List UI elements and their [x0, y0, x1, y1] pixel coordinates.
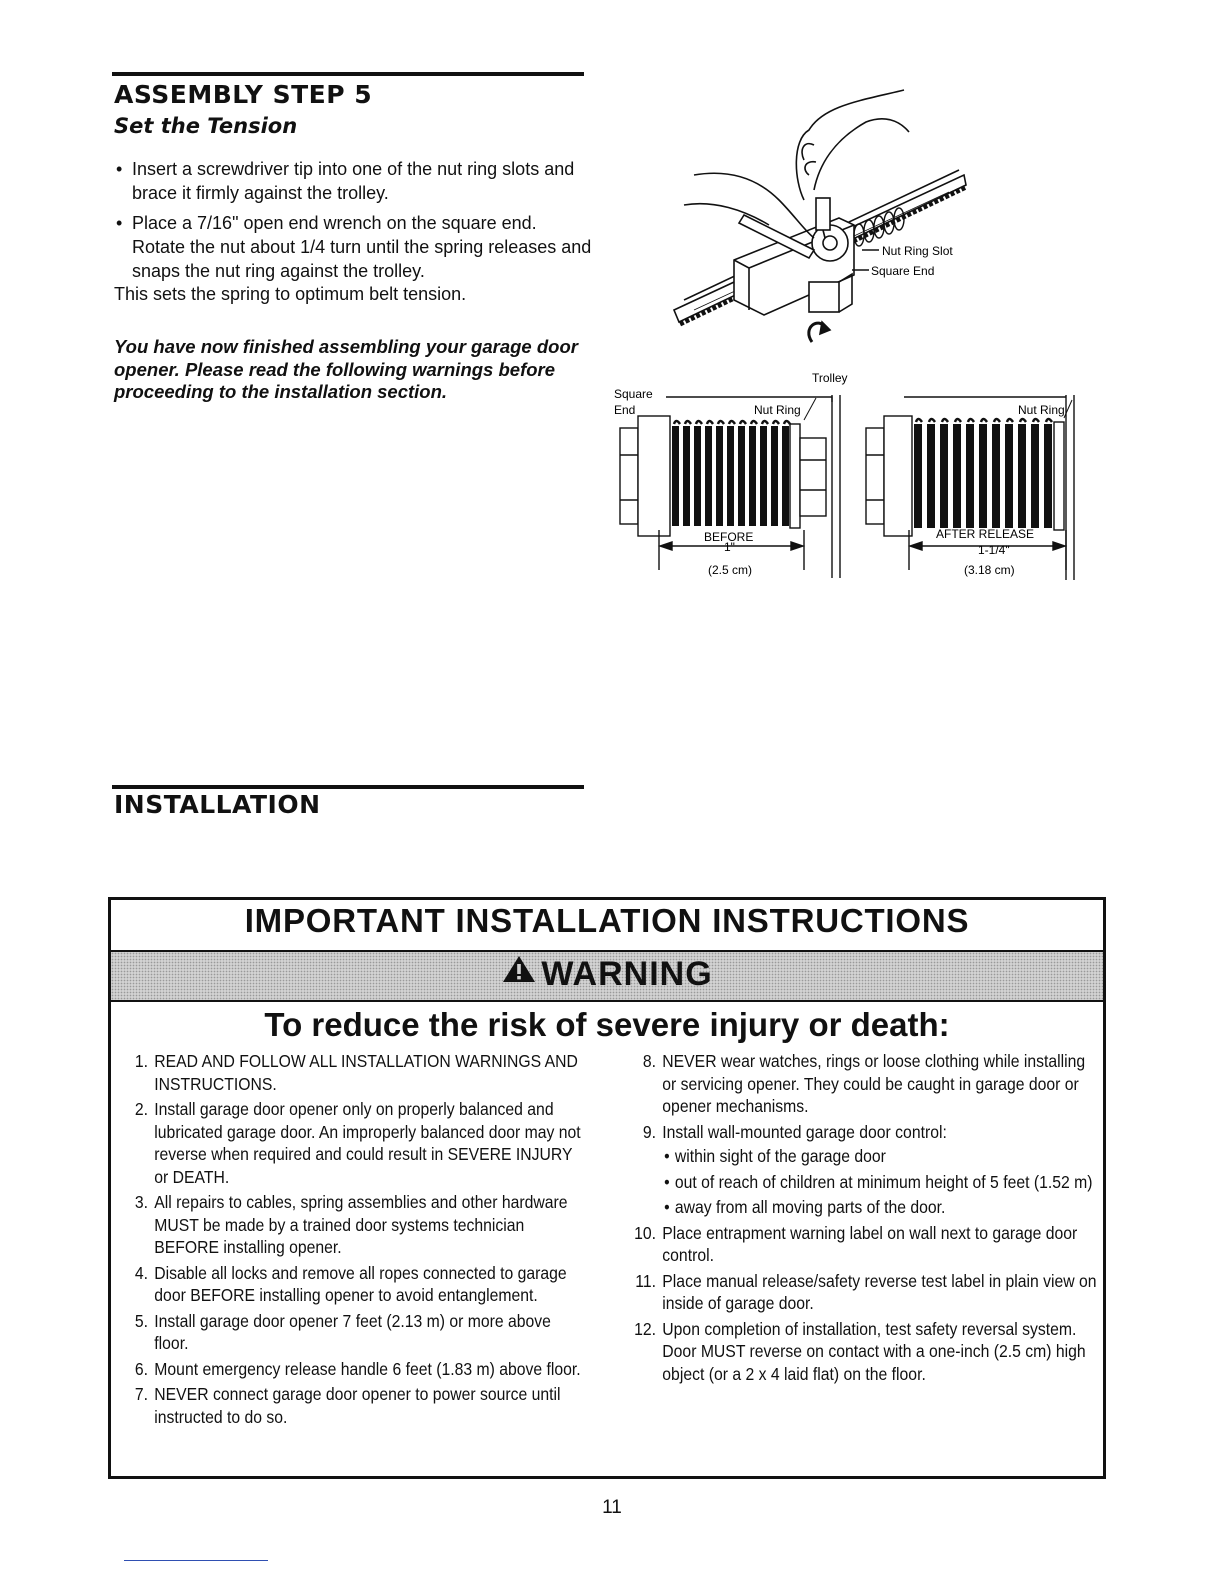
page-number: 11	[602, 1497, 622, 1518]
warning-list-right	[629, 1050, 1102, 1388]
tension-illustration	[604, 60, 1065, 590]
item-text: Place entrapment warning label on wall next to garage door control.	[662, 1222, 1078, 1265]
warning-item	[121, 1358, 589, 1381]
label-nut-ring-slot: Nut Ring Slot	[882, 244, 953, 258]
trolley-drawing	[674, 90, 966, 342]
installation-heading: INSTALLATION	[114, 790, 321, 819]
section-rule-top	[112, 72, 584, 76]
item-text: Install garage door opener 7 feet (2.13 m) or more above floor.	[154, 1310, 551, 1353]
tension-note: This sets the spring to optimum belt tension.	[114, 284, 467, 304]
label-after-dim: 1-1/4"	[978, 543, 1010, 557]
warning-item	[121, 1310, 589, 1355]
warning-box-title: IMPORTANT INSTALLATION INSTRUCTIONS	[244, 902, 970, 939]
label-before: BEFORE	[704, 530, 754, 544]
bullet-item: • out of reach of children at minimum height of 5 feet (1.52 m)	[662, 1171, 1101, 1194]
warning-list-left	[121, 1050, 589, 1431]
label-after-release: AFTER RELEASE	[936, 527, 1035, 541]
bullet-item: • within sight of the garage door	[662, 1145, 1101, 1168]
warning-item	[121, 1383, 589, 1428]
tension-steps-list	[114, 157, 594, 289]
warning-item	[121, 1098, 589, 1188]
item-number: 1.	[134, 1051, 148, 1071]
item-number: 6.	[134, 1358, 148, 1379]
item-text: Install wall-mounted garage door control:	[662, 1121, 947, 1142]
item-number: 5.	[134, 1310, 148, 1331]
footer-line	[124, 1560, 268, 1561]
warning-subtitle: To reduce the risk of severe injury or death:	[264, 1006, 950, 1043]
label-before-dim: 1"	[724, 540, 735, 554]
finish-note: You have now finished assembling your garage door opener. Please read the following warnings before proceeding to the installation section.	[114, 336, 578, 402]
warning-item	[629, 1050, 1102, 1118]
item-text: Mount emergency release handle 6 feet (1.83 m) above floor.	[154, 1358, 581, 1379]
label-nut-ring-before: Nut Ring	[754, 403, 801, 417]
bullet-item: • away from all moving parts of the door.	[662, 1196, 1101, 1219]
item-text: All repairs to cables, spring assemblies and other hardware MUST be made by a trained door systems technician BEFORE installing opener.	[154, 1192, 568, 1257]
label-before-metric: (2.5 cm)	[708, 563, 753, 577]
item-text: NEVER wear watches, rings or loose clothing while installing or servicing opener. They could be caught in garage door or opener mechanisms.	[662, 1051, 1086, 1116]
item-number: 7.	[134, 1384, 148, 1404]
item-number: 8.	[642, 1051, 656, 1071]
item-number: 12.	[634, 1318, 656, 1339]
tension-figure	[604, 60, 1065, 595]
label-square-end: Square End	[871, 264, 935, 278]
item-text: READ AND FOLLOW ALL INSTALLATION WARNINGS AND INSTRUCTIONS.	[154, 1051, 578, 1094]
label-square: Square	[614, 387, 653, 401]
warning-label-text: WARNING	[541, 955, 713, 993]
item-number: 10.	[634, 1222, 656, 1243]
tension-step: • Place a 7/16" open end wrench on the square end. Rotate the nut about 1/4 turn until the spring releases and snaps the nut ring against the trolley.	[114, 211, 594, 283]
assembly-step-heading: ASSEMBLY STEP 5	[114, 80, 373, 109]
item-number: 2.	[134, 1099, 148, 1119]
item-text: Disable all locks and remove all ropes connected to garage door BEFORE installing opener to avoid entanglement.	[154, 1262, 567, 1305]
item-number: 3.	[134, 1192, 148, 1212]
warning-item	[629, 1270, 1102, 1315]
warning-label	[111, 955, 1103, 994]
after-diagram	[866, 395, 1074, 580]
assembly-step-subheading: Set the Tension	[114, 114, 298, 138]
item-text: Place manual release/safety reverse test label in plain view on inside of garage door.	[662, 1270, 1097, 1313]
warning-item	[629, 1222, 1102, 1267]
section-rule-installation	[112, 785, 584, 789]
warning-box	[108, 897, 1106, 1479]
item-number: 11.	[635, 1270, 656, 1291]
item-number: 9.	[642, 1121, 656, 1142]
warning-item	[121, 1191, 589, 1259]
item-text: Install garage door opener only on properly balanced and lubricated garage door. An improperly balanced door may not reverse when required and could result in SEVERE INJURY or DEATH.	[154, 1099, 581, 1187]
label-nut-ring-after: Nut Ring	[1018, 403, 1065, 417]
warning-item	[121, 1050, 589, 1095]
item-text: NEVER connect garage door opener to power source until instructed to do so.	[154, 1384, 561, 1427]
alert-triangle-icon	[501, 954, 537, 993]
tension-step: • Insert a screwdriver tip into one of the nut ring slots and brace it firmly against the trolley.	[114, 157, 594, 205]
warning-item	[629, 1318, 1102, 1386]
warning-item	[629, 1121, 1102, 1219]
warning-item	[121, 1262, 589, 1307]
item-number: 4.	[134, 1262, 148, 1283]
control-placement-bullets	[662, 1145, 1101, 1219]
label-trolley: Trolley	[812, 371, 848, 385]
label-end: End	[614, 403, 636, 417]
warning-band	[111, 950, 1103, 1002]
label-after-metric: (3.18 cm)	[964, 563, 1015, 577]
item-text: Upon completion of installation, test safety reversal system. Door MUST reverse on contact with a one-inch (2.5 cm) high object (or a 2 x 4 laid flat) on the floor.	[662, 1318, 1086, 1384]
